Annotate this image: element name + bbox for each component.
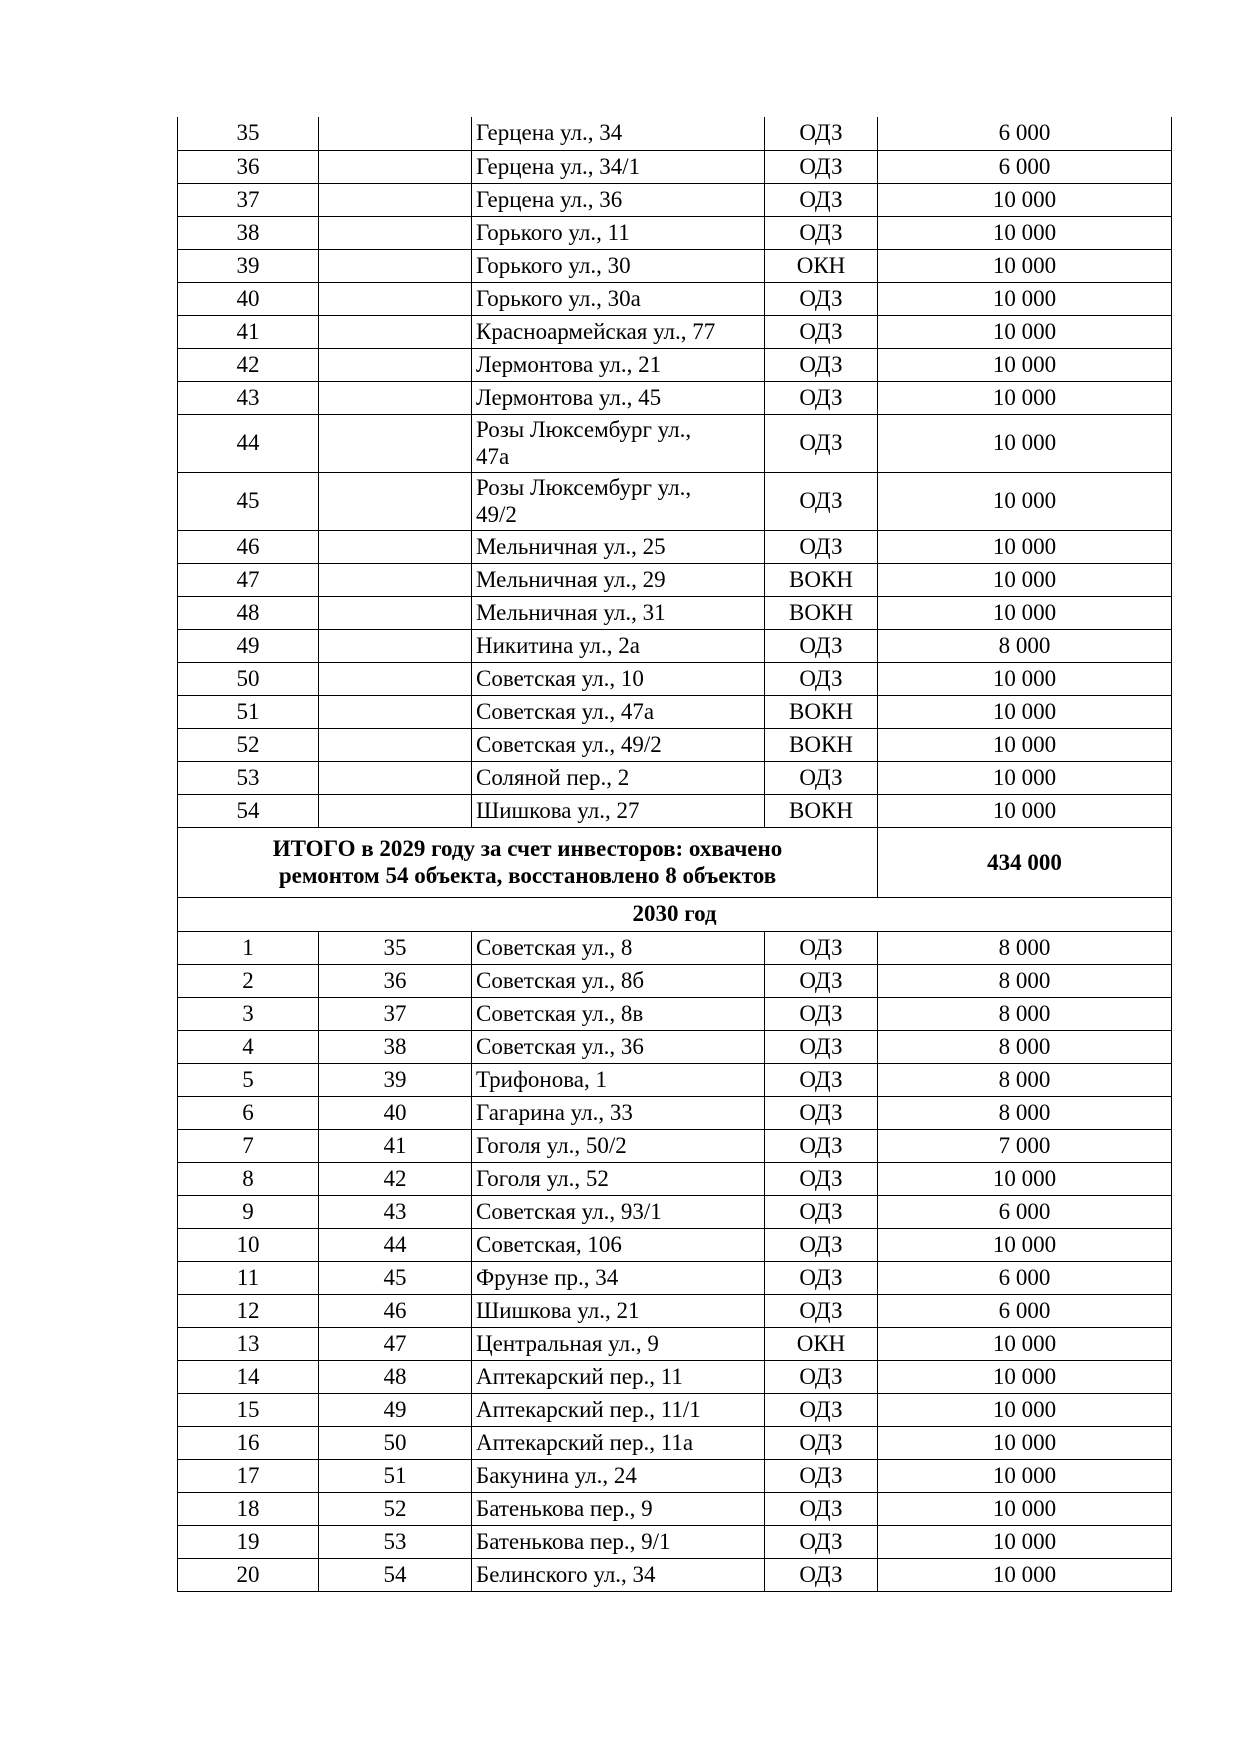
address-cell: Советская ул., 49/2: [472, 728, 765, 761]
object-type: ОДЗ: [765, 1261, 878, 1294]
object-type: ОДЗ: [765, 530, 878, 563]
repair-sum: 8 000: [878, 964, 1172, 997]
year-heading-row: [178, 897, 1172, 931]
address-cell: Батенькова пер., 9/1: [472, 1525, 765, 1558]
table-row: [178, 761, 1172, 794]
repair-objects-table: [177, 117, 1172, 1592]
repair-sum: 10 000: [878, 348, 1172, 381]
address-cell: Аптекарский пер., 11а: [472, 1426, 765, 1459]
repair-sum: 10 000: [878, 1525, 1172, 1558]
address-line-2: 47а: [476, 444, 510, 469]
row-number: 39: [178, 249, 319, 282]
object-type: ОДЗ: [765, 1393, 878, 1426]
repair-sum: 10 000: [878, 381, 1172, 414]
row-total-number: [319, 216, 472, 249]
row-number: 16: [178, 1426, 319, 1459]
object-type: ОДЗ: [765, 183, 878, 216]
table-row: [178, 150, 1172, 183]
row-total-number: [319, 472, 472, 530]
row-total-number: 43: [319, 1195, 472, 1228]
row-total-number: 46: [319, 1294, 472, 1327]
table-row: [178, 695, 1172, 728]
table-row: [178, 1492, 1172, 1525]
total-label: [178, 827, 878, 897]
address-cell: Соляной пер., 2: [472, 761, 765, 794]
address-line-1: Розы Люксембург ул.,: [476, 417, 692, 442]
object-type: ОДЗ: [765, 761, 878, 794]
table-row: [178, 1294, 1172, 1327]
address-line-2: 49/2: [476, 502, 517, 527]
address-cell: Красноармейская ул., 77: [472, 315, 765, 348]
table-row: [178, 1261, 1172, 1294]
object-type: ОДЗ: [765, 1063, 878, 1096]
address-cell: Герцена ул., 34/1: [472, 150, 765, 183]
row-number: 40: [178, 282, 319, 315]
table-row: [178, 662, 1172, 695]
object-type: ВОКН: [765, 728, 878, 761]
row-number: 18: [178, 1492, 319, 1525]
row-total-number: [319, 530, 472, 563]
table-row: [178, 414, 1172, 472]
repair-sum: 10 000: [878, 794, 1172, 827]
object-type: ОДЗ: [765, 662, 878, 695]
row-total-number: [319, 761, 472, 794]
row-number: 2: [178, 964, 319, 997]
repair-sum: 6 000: [878, 150, 1172, 183]
row-total-number: 35: [319, 931, 472, 964]
address-cell: Батенькова пер., 9: [472, 1492, 765, 1525]
row-number: 1: [178, 931, 319, 964]
table-row: [178, 1063, 1172, 1096]
address-cell: Аптекарский пер., 11: [472, 1360, 765, 1393]
total-label-line-2: ремонтом 54 объекта, восстановлено 8 объектов: [278, 863, 777, 888]
row-number: 20: [178, 1558, 319, 1591]
address-cell: Горького ул., 30а: [472, 282, 765, 315]
object-type: ОДЗ: [765, 1360, 878, 1393]
object-type: ВОКН: [765, 794, 878, 827]
object-type: ОКН: [765, 1327, 878, 1360]
row-total-number: 37: [319, 997, 472, 1030]
object-type: ОДЗ: [765, 964, 878, 997]
row-total-number: 47: [319, 1327, 472, 1360]
table-body: [178, 117, 1172, 1591]
row-total-number: [319, 563, 472, 596]
table-row: [178, 728, 1172, 761]
object-type: ОДЗ: [765, 414, 878, 472]
address-cell: [472, 414, 765, 472]
address-cell: Гоголя ул., 50/2: [472, 1129, 765, 1162]
repair-sum: 10 000: [878, 249, 1172, 282]
table-row: [178, 472, 1172, 530]
address-cell: Горького ул., 11: [472, 216, 765, 249]
repair-sum: 7 000: [878, 1129, 1172, 1162]
address-cell: [472, 472, 765, 530]
table-row: [178, 596, 1172, 629]
row-total-number: [319, 414, 472, 472]
repair-sum: 10 000: [878, 1492, 1172, 1525]
repair-sum: 10 000: [878, 1162, 1172, 1195]
object-type: ОДЗ: [765, 282, 878, 315]
object-type: ВОКН: [765, 563, 878, 596]
address-cell: Лермонтова ул., 45: [472, 381, 765, 414]
table-row: [178, 117, 1172, 150]
table-row: [178, 1162, 1172, 1195]
row-total-number: 40: [319, 1096, 472, 1129]
row-number: 50: [178, 662, 319, 695]
row-total-number: [319, 150, 472, 183]
row-total-number: 42: [319, 1162, 472, 1195]
row-total-number: 41: [319, 1129, 472, 1162]
repair-sum: 10 000: [878, 1228, 1172, 1261]
row-number: 11: [178, 1261, 319, 1294]
repair-sum: 8 000: [878, 629, 1172, 662]
address-cell: Трифонова, 1: [472, 1063, 765, 1096]
total-label-line-1: ИТОГО в 2029 году за счет инвесторов: охвачено: [272, 836, 783, 861]
row-number: 19: [178, 1525, 319, 1558]
table-row: [178, 530, 1172, 563]
address-cell: Бакунина ул., 24: [472, 1459, 765, 1492]
row-total-number: [319, 315, 472, 348]
address-cell: Советская ул., 93/1: [472, 1195, 765, 1228]
row-total-number: 48: [319, 1360, 472, 1393]
row-number: 5: [178, 1063, 319, 1096]
address-cell: Герцена ул., 34: [472, 117, 765, 150]
table-row: [178, 381, 1172, 414]
table-row: [178, 1195, 1172, 1228]
row-total-number: 49: [319, 1393, 472, 1426]
row-number: 45: [178, 472, 319, 530]
address-cell: Центральная ул., 9: [472, 1327, 765, 1360]
row-total-number: 44: [319, 1228, 472, 1261]
object-type: ВОКН: [765, 596, 878, 629]
object-type: ОДЗ: [765, 1030, 878, 1063]
table-row: [178, 1096, 1172, 1129]
address-cell: Фрунзе пр., 34: [472, 1261, 765, 1294]
address-cell: Гоголя ул., 52: [472, 1162, 765, 1195]
address-cell: Советская ул., 8в: [472, 997, 765, 1030]
table-row: [178, 315, 1172, 348]
row-total-number: 53: [319, 1525, 472, 1558]
row-total-number: [319, 596, 472, 629]
object-type: ОДЗ: [765, 1294, 878, 1327]
row-number: 8: [178, 1162, 319, 1195]
row-number: 4: [178, 1030, 319, 1063]
object-type: ОДЗ: [765, 931, 878, 964]
row-number: 46: [178, 530, 319, 563]
repair-sum: 8 000: [878, 997, 1172, 1030]
repair-sum: 10 000: [878, 1459, 1172, 1492]
object-type: ОДЗ: [765, 472, 878, 530]
table-row: [178, 794, 1172, 827]
repair-sum: 10 000: [878, 1393, 1172, 1426]
object-type: ОДЗ: [765, 1426, 878, 1459]
row-total-number: [319, 117, 472, 150]
row-number: 41: [178, 315, 319, 348]
row-number: 7: [178, 1129, 319, 1162]
row-number: 37: [178, 183, 319, 216]
row-number: 10: [178, 1228, 319, 1261]
row-total-number: [319, 282, 472, 315]
address-cell: Гагарина ул., 33: [472, 1096, 765, 1129]
address-cell: Шишкова ул., 27: [472, 794, 765, 827]
row-number: 48: [178, 596, 319, 629]
total-row-2029: [178, 827, 1172, 897]
row-number: 13: [178, 1327, 319, 1360]
address-cell: Советская, 106: [472, 1228, 765, 1261]
row-total-number: 45: [319, 1261, 472, 1294]
object-type: ОДЗ: [765, 1228, 878, 1261]
row-number: 38: [178, 216, 319, 249]
address-cell: Советская ул., 36: [472, 1030, 765, 1063]
row-total-number: 54: [319, 1558, 472, 1591]
address-cell: Мельничная ул., 25: [472, 530, 765, 563]
table-row: [178, 1228, 1172, 1261]
repair-sum: 6 000: [878, 1294, 1172, 1327]
repair-sum: 10 000: [878, 414, 1172, 472]
row-number: 12: [178, 1294, 319, 1327]
table-row: [178, 1558, 1172, 1591]
row-number: 44: [178, 414, 319, 472]
object-type: ОДЗ: [765, 1096, 878, 1129]
row-number: 43: [178, 381, 319, 414]
row-total-number: [319, 629, 472, 662]
row-number: 14: [178, 1360, 319, 1393]
table-row: [178, 629, 1172, 662]
repair-sum: 10 000: [878, 183, 1172, 216]
row-total-number: 38: [319, 1030, 472, 1063]
row-total-number: [319, 348, 472, 381]
row-number: 9: [178, 1195, 319, 1228]
repair-sum: 10 000: [878, 662, 1172, 695]
table-row: [178, 1129, 1172, 1162]
object-type: ОДЗ: [765, 348, 878, 381]
address-cell: Шишкова ул., 21: [472, 1294, 765, 1327]
table-row: [178, 216, 1172, 249]
table-row: [178, 1030, 1172, 1063]
row-total-number: [319, 183, 472, 216]
address-cell: Советская ул., 8: [472, 931, 765, 964]
table-row: [178, 249, 1172, 282]
year-heading: 2030 год: [178, 897, 1172, 931]
address-cell: Советская ул., 10: [472, 662, 765, 695]
table-row: [178, 1525, 1172, 1558]
repair-sum: 10 000: [878, 728, 1172, 761]
address-line-1: Розы Люксембург ул.,: [476, 475, 692, 500]
table-row: [178, 997, 1172, 1030]
repair-sum: 8 000: [878, 931, 1172, 964]
repair-sum: 10 000: [878, 530, 1172, 563]
address-cell: Советская ул., 47а: [472, 695, 765, 728]
table-row: [178, 1393, 1172, 1426]
object-type: ОДЗ: [765, 1129, 878, 1162]
object-type: ВОКН: [765, 695, 878, 728]
table-row: [178, 348, 1172, 381]
repair-sum: 6 000: [878, 117, 1172, 150]
row-number: 6: [178, 1096, 319, 1129]
row-number: 49: [178, 629, 319, 662]
table-row: [178, 1327, 1172, 1360]
repair-sum: 10 000: [878, 472, 1172, 530]
row-number: 53: [178, 761, 319, 794]
repair-sum: 10 000: [878, 282, 1172, 315]
repair-sum: 8 000: [878, 1063, 1172, 1096]
row-total-number: [319, 794, 472, 827]
repair-sum: 6 000: [878, 1195, 1172, 1228]
repair-sum: 10 000: [878, 563, 1172, 596]
row-total-number: 50: [319, 1426, 472, 1459]
repair-sum: 6 000: [878, 1261, 1172, 1294]
table-row: [178, 1426, 1172, 1459]
address-cell: Аптекарский пер., 11/1: [472, 1393, 765, 1426]
object-type: ОДЗ: [765, 1525, 878, 1558]
address-cell: Никитина ул., 2а: [472, 629, 765, 662]
table-row: [178, 931, 1172, 964]
row-number: 15: [178, 1393, 319, 1426]
row-total-number: 39: [319, 1063, 472, 1096]
repair-sum: 10 000: [878, 1426, 1172, 1459]
row-total-number: 52: [319, 1492, 472, 1525]
object-type: ОДЗ: [765, 1459, 878, 1492]
row-number: 42: [178, 348, 319, 381]
total-sum: 434 000: [878, 827, 1172, 897]
row-total-number: 51: [319, 1459, 472, 1492]
object-type: ОДЗ: [765, 1162, 878, 1195]
object-type: ОДЗ: [765, 1492, 878, 1525]
object-type: ОДЗ: [765, 997, 878, 1030]
row-number: 36: [178, 150, 319, 183]
repair-sum: 10 000: [878, 315, 1172, 348]
row-number: 54: [178, 794, 319, 827]
address-cell: Белинского ул., 34: [472, 1558, 765, 1591]
repair-sum: 10 000: [878, 596, 1172, 629]
address-cell: Советская ул., 8б: [472, 964, 765, 997]
object-type: ОДЗ: [765, 150, 878, 183]
row-number: 52: [178, 728, 319, 761]
row-total-number: 36: [319, 964, 472, 997]
table-row: [178, 282, 1172, 315]
row-number: 3: [178, 997, 319, 1030]
repair-sum: 10 000: [878, 1327, 1172, 1360]
row-number: 35: [178, 117, 319, 150]
object-type: ОДЗ: [765, 381, 878, 414]
repair-sum: 8 000: [878, 1030, 1172, 1063]
row-total-number: [319, 249, 472, 282]
repair-sum: 10 000: [878, 761, 1172, 794]
row-number: 47: [178, 563, 319, 596]
row-total-number: [319, 662, 472, 695]
repair-sum: 10 000: [878, 216, 1172, 249]
row-total-number: [319, 381, 472, 414]
address-cell: Герцена ул., 36: [472, 183, 765, 216]
repair-sum: 8 000: [878, 1096, 1172, 1129]
object-type: ОКН: [765, 249, 878, 282]
address-cell: Мельничная ул., 29: [472, 563, 765, 596]
object-type: ОДЗ: [765, 629, 878, 662]
table-row: [178, 563, 1172, 596]
table-row: [178, 964, 1172, 997]
table-row: [178, 1360, 1172, 1393]
object-type: ОДЗ: [765, 117, 878, 150]
object-type: ОДЗ: [765, 1558, 878, 1591]
repair-sum: 10 000: [878, 1558, 1172, 1591]
object-type: ОДЗ: [765, 1195, 878, 1228]
row-number: 17: [178, 1459, 319, 1492]
address-cell: Лермонтова ул., 21: [472, 348, 765, 381]
row-number: 51: [178, 695, 319, 728]
repair-sum: 10 000: [878, 695, 1172, 728]
table-row: [178, 183, 1172, 216]
row-total-number: [319, 695, 472, 728]
table-row: [178, 1459, 1172, 1492]
object-type: ОДЗ: [765, 216, 878, 249]
repair-sum: 10 000: [878, 1360, 1172, 1393]
address-cell: Горького ул., 30: [472, 249, 765, 282]
object-type: ОДЗ: [765, 315, 878, 348]
row-total-number: [319, 728, 472, 761]
address-cell: Мельничная ул., 31: [472, 596, 765, 629]
